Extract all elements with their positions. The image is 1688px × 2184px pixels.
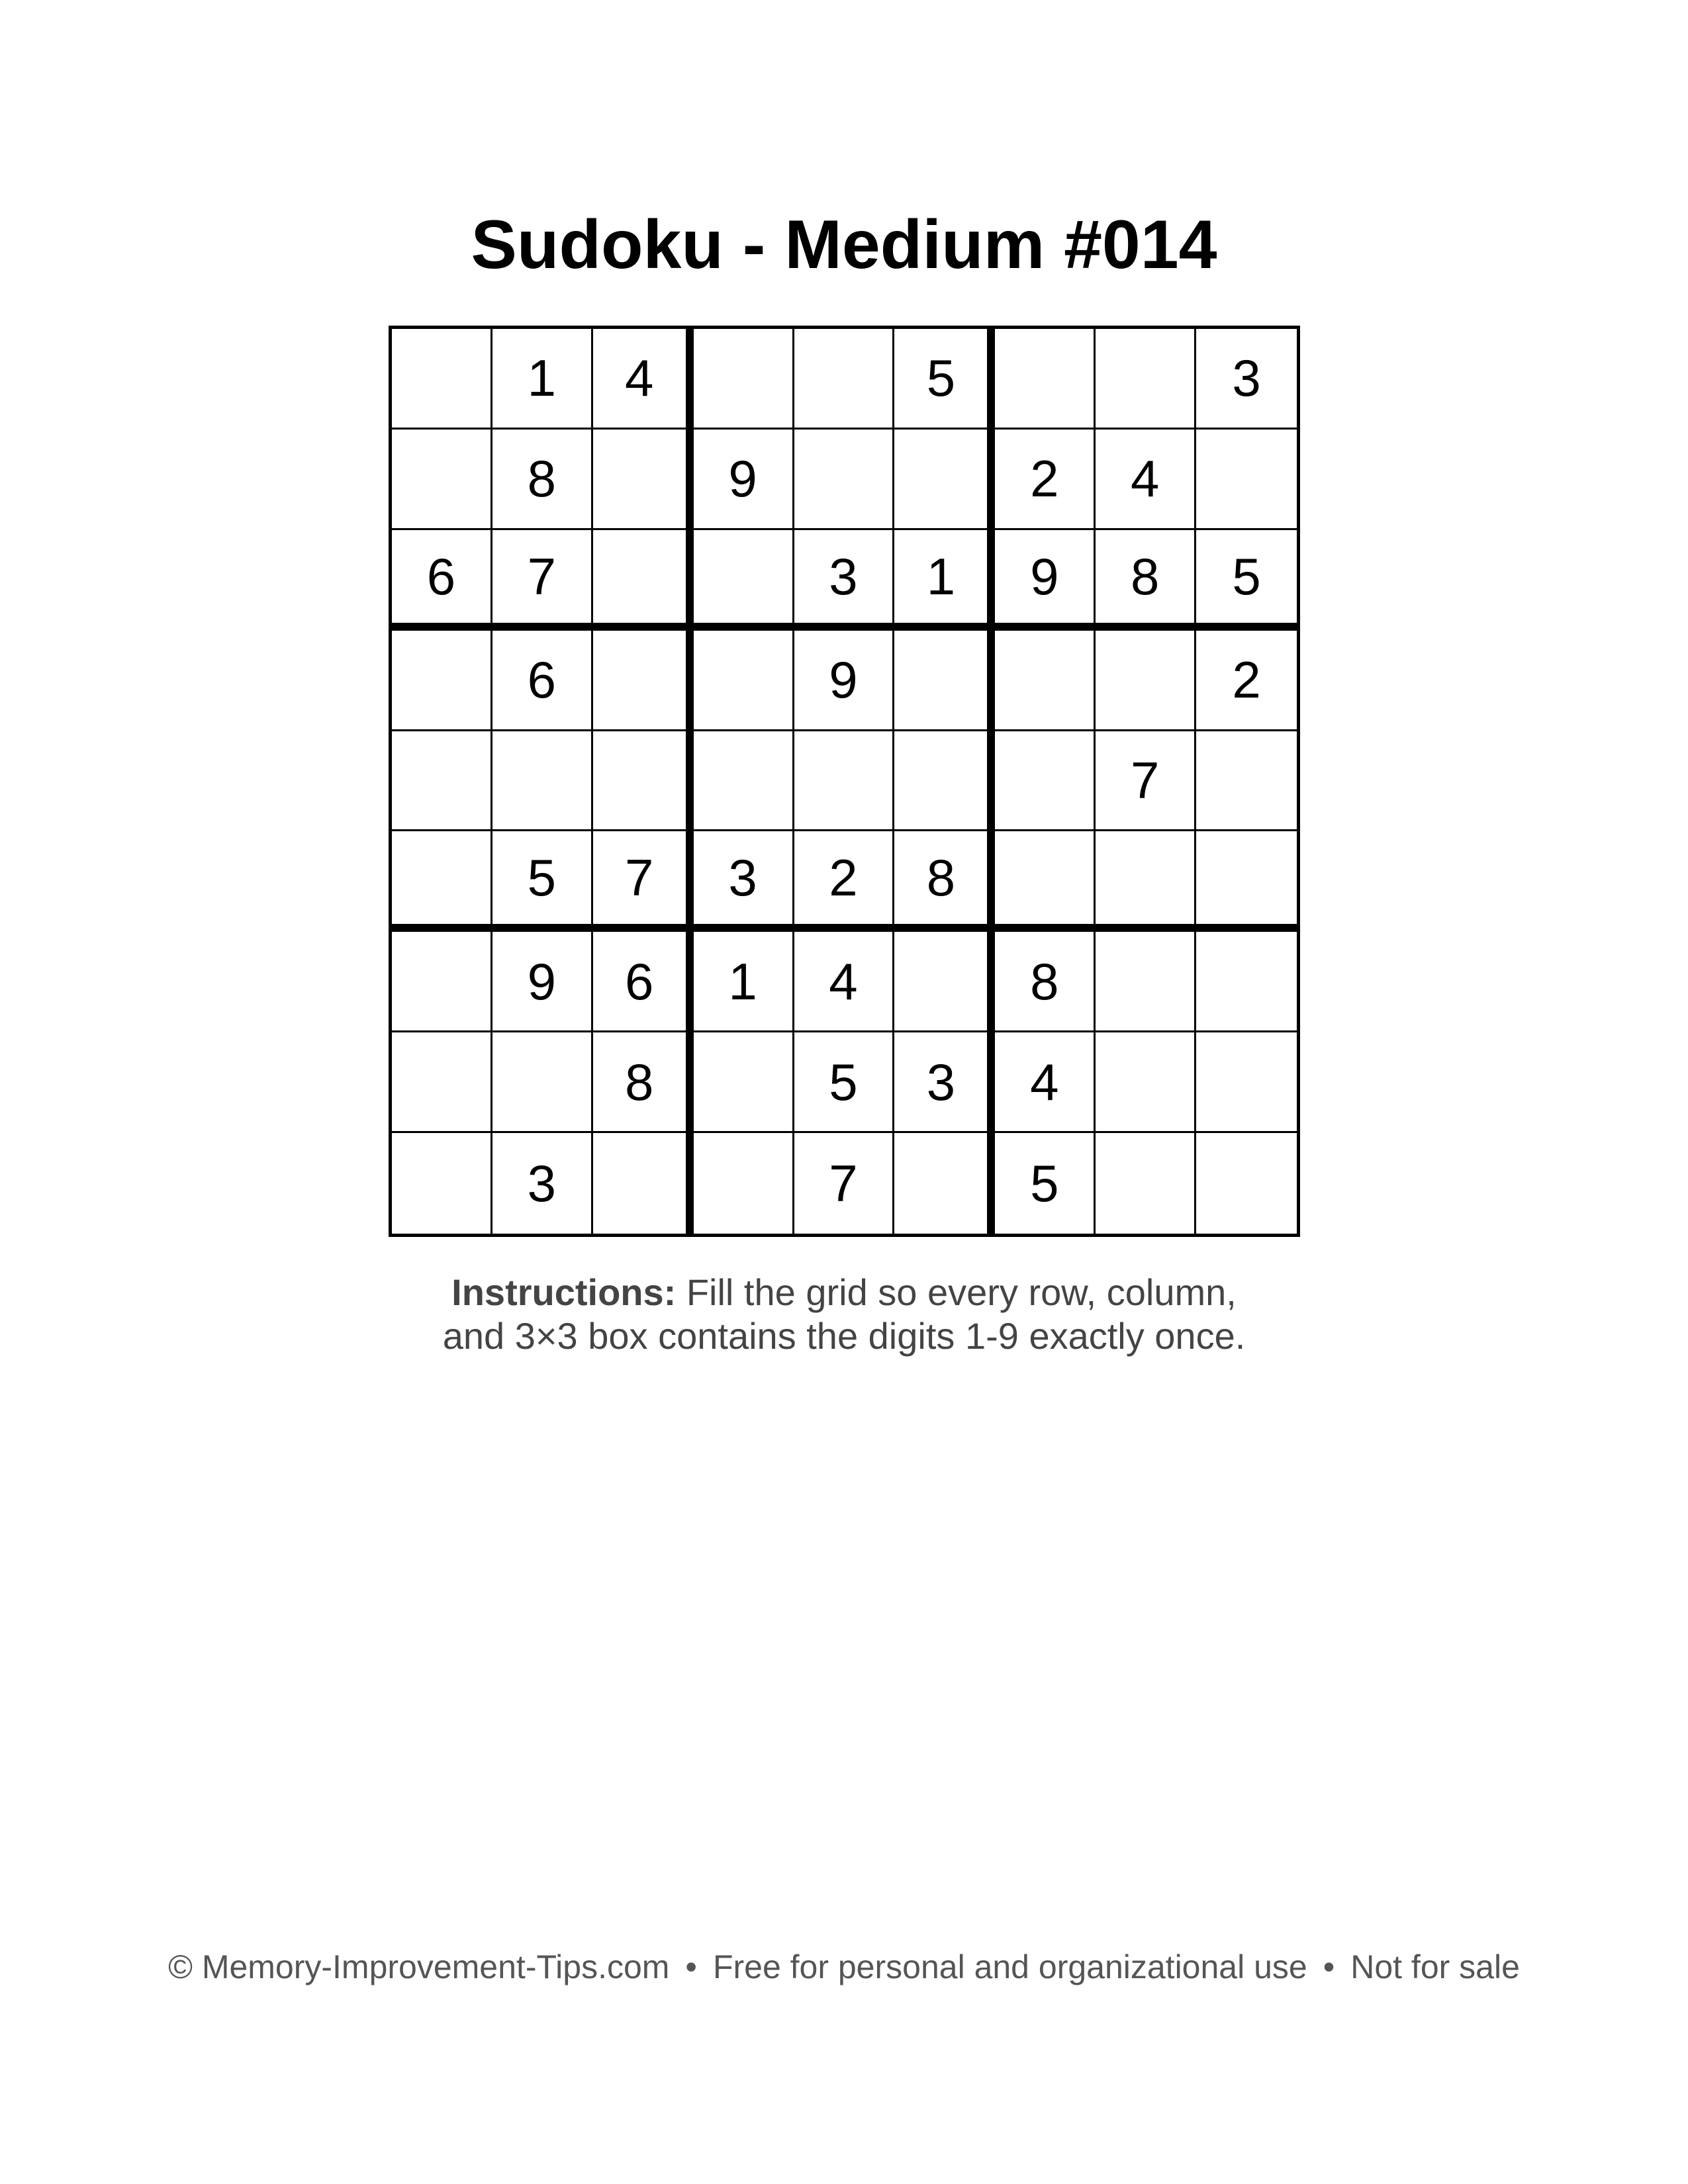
- empty-cell[interactable]: [794, 731, 895, 832]
- empty-cell[interactable]: [392, 932, 492, 1032]
- empty-cell[interactable]: [1096, 329, 1196, 430]
- empty-cell[interactable]: [593, 1133, 694, 1234]
- empty-cell[interactable]: [593, 731, 694, 832]
- empty-cell[interactable]: [794, 430, 895, 530]
- empty-cell[interactable]: [1196, 932, 1297, 1032]
- given-cell: 9: [694, 430, 794, 530]
- given-cell: 1: [492, 329, 593, 430]
- empty-cell[interactable]: [392, 1133, 492, 1234]
- given-cell: 9: [995, 530, 1096, 631]
- empty-cell[interactable]: [894, 932, 995, 1032]
- empty-cell[interactable]: [1196, 430, 1297, 530]
- empty-cell[interactable]: [894, 731, 995, 832]
- footer-not-for-sale: Not for sale: [1350, 1948, 1520, 1985]
- given-cell: 5: [492, 831, 593, 932]
- empty-cell[interactable]: [392, 430, 492, 530]
- given-cell: 5: [1196, 530, 1297, 631]
- given-cell: 7: [1096, 731, 1196, 832]
- given-cell: 9: [492, 932, 593, 1032]
- footer-separator: •: [1323, 1948, 1335, 1985]
- empty-cell[interactable]: [995, 731, 1096, 832]
- given-cell: 5: [794, 1032, 895, 1133]
- given-cell: 5: [894, 329, 995, 430]
- given-cell: 8: [894, 831, 995, 932]
- empty-cell[interactable]: [995, 631, 1096, 731]
- instructions-line-2: and 3×3 box contains the digits 1-9 exactly once.: [442, 1315, 1246, 1357]
- instructions-label: Instructions:: [451, 1271, 677, 1313]
- empty-cell[interactable]: [894, 1133, 995, 1234]
- empty-cell[interactable]: [492, 731, 593, 832]
- footer: [0, 1946, 1688, 1988]
- given-cell: 6: [593, 932, 694, 1032]
- empty-cell[interactable]: [392, 631, 492, 731]
- empty-cell[interactable]: [492, 1032, 593, 1133]
- given-cell: 2: [1196, 631, 1297, 731]
- given-cell: 4: [995, 1032, 1096, 1133]
- empty-cell[interactable]: [694, 731, 794, 832]
- given-cell: 1: [694, 932, 794, 1032]
- given-cell: 8: [1096, 530, 1196, 631]
- given-cell: 6: [492, 631, 593, 731]
- given-cell: 3: [492, 1133, 593, 1234]
- empty-cell[interactable]: [1196, 731, 1297, 832]
- page-title: Sudoku - Medium #014: [471, 206, 1217, 283]
- empty-cell[interactable]: [1096, 932, 1196, 1032]
- given-cell: 1: [894, 530, 995, 631]
- given-cell: 8: [492, 430, 593, 530]
- empty-cell[interactable]: [694, 631, 794, 731]
- footer-license: Free for personal and organizational use: [712, 1948, 1307, 1985]
- given-cell: 2: [794, 831, 895, 932]
- empty-cell[interactable]: [1096, 831, 1196, 932]
- empty-cell[interactable]: [694, 530, 794, 631]
- empty-cell[interactable]: [1096, 1133, 1196, 1234]
- empty-cell[interactable]: [894, 430, 995, 530]
- empty-cell[interactable]: [1196, 831, 1297, 932]
- empty-cell[interactable]: [392, 731, 492, 832]
- given-cell: 3: [894, 1032, 995, 1133]
- sudoku-grid: [389, 326, 1300, 1237]
- empty-cell[interactable]: [392, 831, 492, 932]
- empty-cell[interactable]: [995, 831, 1096, 932]
- empty-cell[interactable]: [694, 1032, 794, 1133]
- empty-cell[interactable]: [392, 1032, 492, 1133]
- given-cell: 4: [1096, 430, 1196, 530]
- empty-cell[interactable]: [894, 631, 995, 731]
- empty-cell[interactable]: [593, 430, 694, 530]
- given-cell: 3: [694, 831, 794, 932]
- given-cell: 7: [593, 831, 694, 932]
- empty-cell[interactable]: [1196, 1032, 1297, 1133]
- given-cell: 2: [995, 430, 1096, 530]
- empty-cell[interactable]: [1096, 1032, 1196, 1133]
- empty-cell[interactable]: [593, 631, 694, 731]
- instructions-line-1: Fill the grid so every row, column,: [676, 1271, 1237, 1313]
- empty-cell[interactable]: [694, 1133, 794, 1234]
- empty-cell[interactable]: [392, 329, 492, 430]
- empty-cell[interactable]: [1196, 1133, 1297, 1234]
- given-cell: 6: [392, 530, 492, 631]
- given-cell: 7: [794, 1133, 895, 1234]
- empty-cell[interactable]: [794, 329, 895, 430]
- given-cell: 7: [492, 530, 593, 631]
- empty-cell[interactable]: [593, 530, 694, 631]
- given-cell: 4: [593, 329, 694, 430]
- given-cell: 4: [794, 932, 895, 1032]
- empty-cell[interactable]: [1096, 631, 1196, 731]
- footer-copyright: © Memory-Improvement-Tips.com: [168, 1948, 670, 1985]
- given-cell: 8: [593, 1032, 694, 1133]
- given-cell: 3: [1196, 329, 1297, 430]
- given-cell: 8: [995, 932, 1096, 1032]
- footer-separator: •: [685, 1948, 697, 1985]
- instructions: [0, 1271, 1688, 1358]
- given-cell: 9: [794, 631, 895, 731]
- given-cell: 5: [995, 1133, 1096, 1234]
- empty-cell[interactable]: [694, 329, 794, 430]
- given-cell: 3: [794, 530, 895, 631]
- empty-cell[interactable]: [995, 329, 1096, 430]
